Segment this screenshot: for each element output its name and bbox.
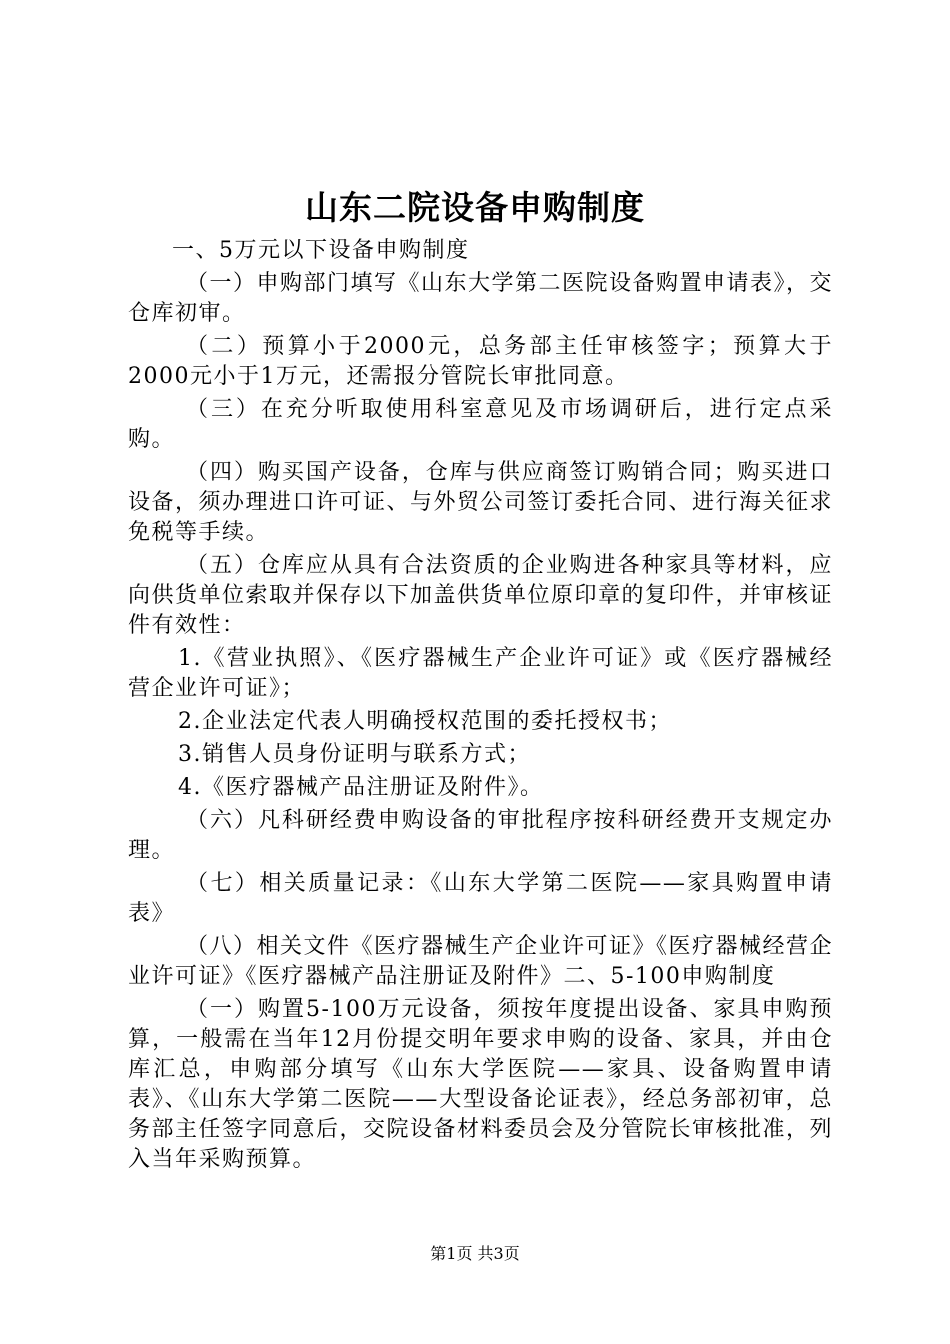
paragraph: （五）仓库应从具有合法资质的企业购进各种家具等材料，应向供货单位索取并保存以下加盖供货单位原印章的复印件，并审核证件有效性： — [128, 553, 834, 638]
paragraph: （一）购置5-100万元设备，须按年度提出设备、家具申购预算，一般需在当年12月份提交明年要求申购的设备、家具，并由仓库汇总，申购部分填写《山东大学医院——家具、设备购置申请表》、《山东大学第二医院——大型设备论证表》，经总务部初审，总务部主任签字同意后，交院设备材料委员会及分管院长审核批准，列入当年采购预算。 — [128, 997, 834, 1172]
list-item: 4.《医疗器械产品注册证及附件》。 — [178, 775, 544, 800]
paragraph: （四）购买国产设备，仓库与供应商签订购销合同；购买进口设备，须办理进口许可证、与外贸公司签订委托合同、进行海关征求免税等手续。 — [128, 460, 834, 545]
section-heading: 一、5万元以下设备申购制度 — [172, 238, 470, 263]
list-item: 2.企业法定代表人明确授权范围的委托授权书； — [178, 709, 672, 734]
page-title: 山东二院设备申购制度 — [305, 188, 645, 227]
paragraph: （一）申购部门填写《山东大学第二医院设备购置申请表》，交仓库初审。 — [128, 271, 834, 326]
paragraph: （八）相关文件《医疗器械生产企业许可证》《医疗器械经营企业许可证》《医疗器械产品注册证及附件》二、5-100申购制度 — [128, 934, 834, 989]
paragraph: （二）预算小于2000元，总务部主任审核签字；预算大于2000元小于1万元，还需报分管院长审批同意。 — [128, 334, 833, 389]
list-item: 3.销售人员身份证明与联系方式； — [178, 742, 531, 767]
document-body — [128, 236, 833, 1178]
paragraph: （三）在充分听取使用科室意见及市场调研后，进行定点采购。 — [128, 397, 833, 452]
paragraph: （七）相关质量记录：《山东大学第二医院——家具购置申请表》 — [128, 871, 833, 926]
paragraph: （六）凡科研经费申购设备的审批程序按科研经费开支规定办理。 — [128, 808, 833, 863]
page-number-footer: 第1页 共3页 — [430, 1244, 520, 1263]
list-item: 1.《营业执照》、《医疗器械生产企业许可证》或《医疗器械经营企业许可证》； — [128, 646, 833, 701]
